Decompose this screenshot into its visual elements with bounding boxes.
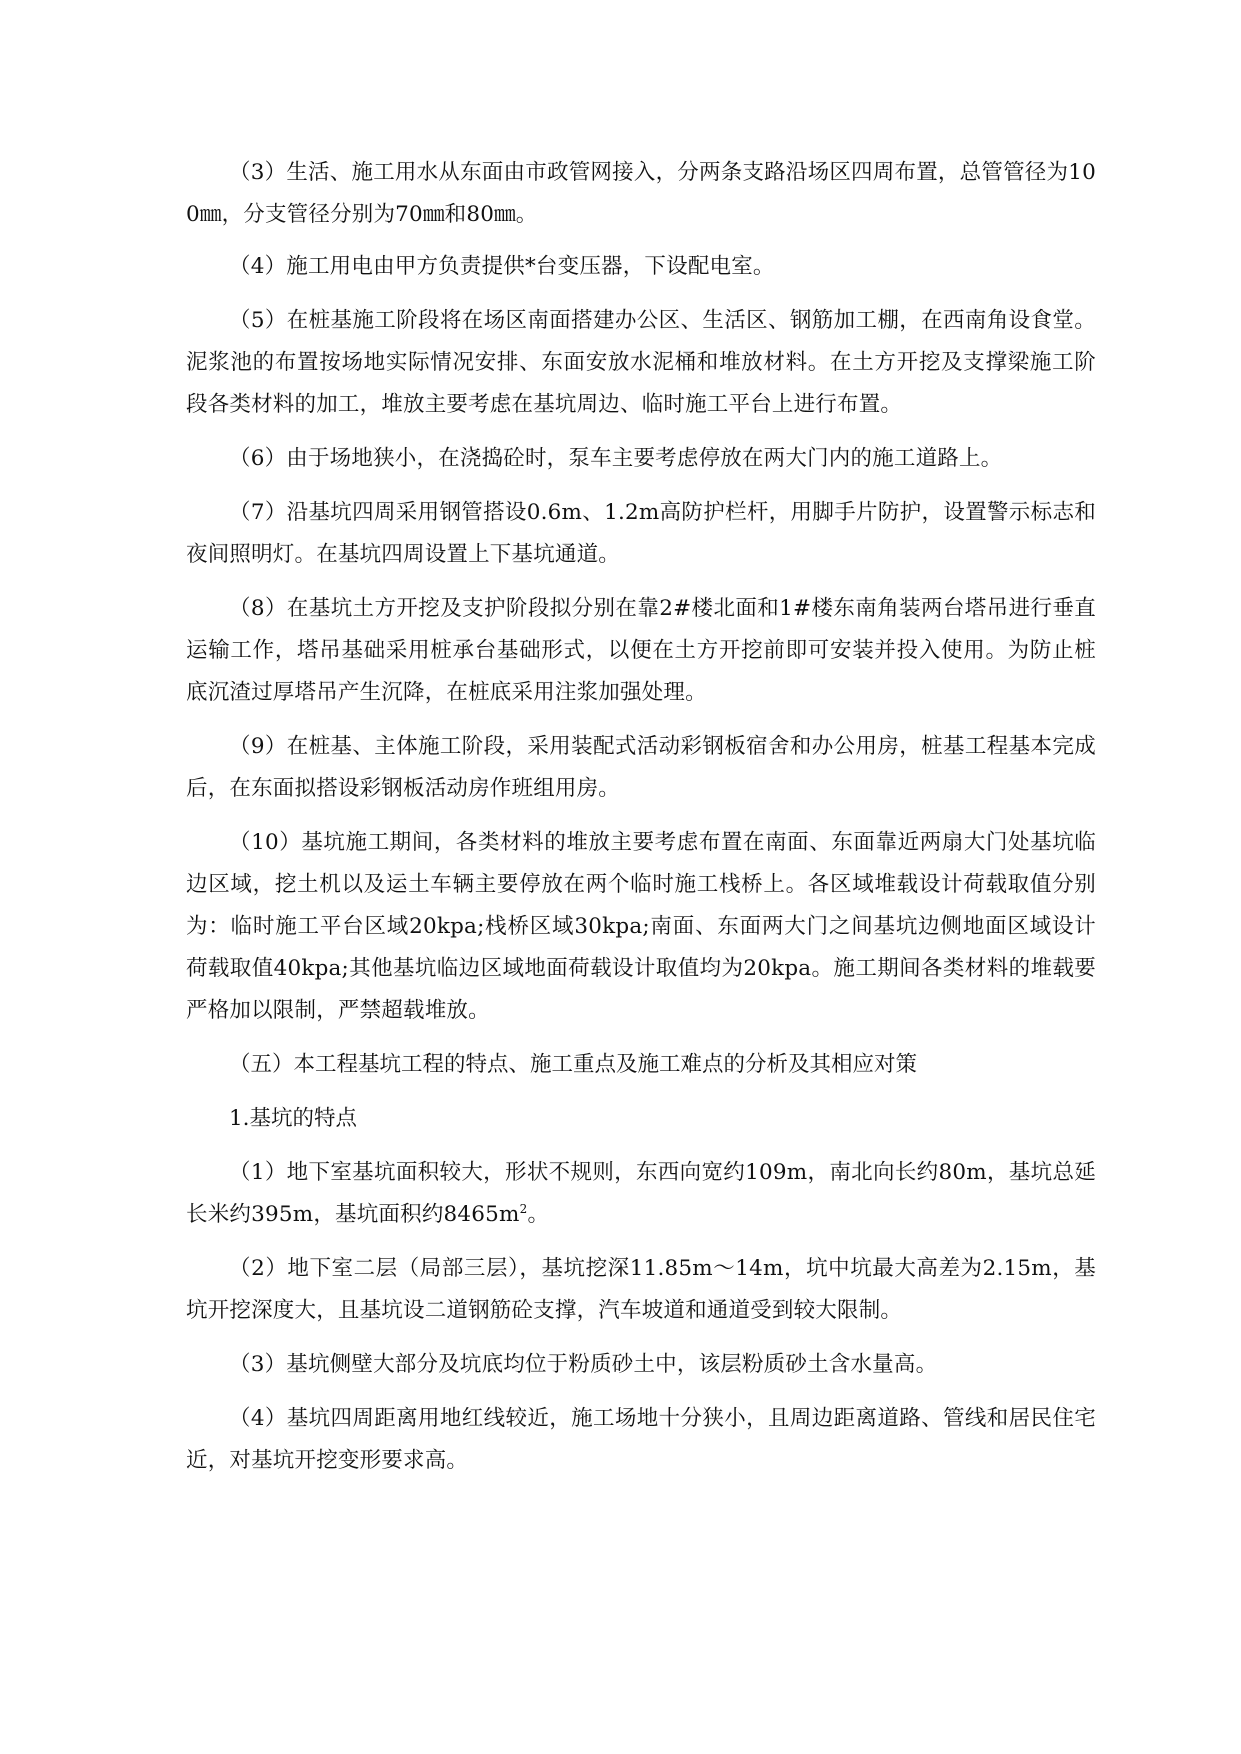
feature-area-end: 。: [527, 1202, 550, 1227]
section-heading: （五）本工程基坑工程的特点、施工重点及施工难点的分析及其相应对策: [229, 1052, 918, 1077]
area-unit-superscript: 2: [519, 1201, 528, 1216]
paragraph-tower-crane: （8）在基坑土方开挖及支护阶段拟分别在靠2#楼北面和1#楼东南角装两台塔吊进行垂直运输工作，塔吊基础采用桩承台基础形式，以便在土方开挖前即可安装并投入使用。为防止桩底沉渣过厚塔吊产生沉降，在桩底采用注浆加强处理。: [186, 596, 1096, 705]
paragraph-water-supply: （3）生活、施工用水从东面由市政管网接入，分两条支路沿场区四周布置，总管管径为100㎜，分支管径分别为70㎜和80㎜。: [186, 160, 1096, 227]
feature-depth: （2）地下室二层（局部三层），基坑挖深11.85m～14m，坑中坑最大高差为2.15m，基坑开挖深度大，且基坑设二道钢筋砼支撑，汽车坡道和通道受到较大限制。: [186, 1256, 1096, 1323]
paragraph-power-supply: （4）施工用电由甲方负责提供*台变压器，下设配电室。: [229, 254, 775, 279]
feature-surroundings: （4）基坑四周距离用地红线较近，施工场地十分狭小，且周边距离道路、管线和居民住宅近，对基坑开挖变形要求高。: [186, 1406, 1096, 1473]
paragraph-guardrail: （7）沿基坑四周采用钢管搭设0.6m、1.2m高防护栏杆，用脚手片防护，设置警示标志和夜间照明灯。在基坑四周设置上下基坑通道。: [186, 500, 1096, 567]
paragraph-pump-truck: （6）由于场地狭小，在浇捣砼时，泵车主要考虑停放在两大门内的施工道路上。: [229, 446, 1003, 471]
paragraph-material-stacking: （10）基坑施工期间，各类材料的堆放主要考虑布置在南面、东面靠近两扇大门处基坑临边区域，挖土机以及运土车辆主要停放在两个临时施工栈桥上。各区域堆载设计荷载取值分别为：临时施工平台区域20kpa;栈桥区域30kpa;南面、东面两大门之间基坑边侧地面区域设计荷载取值40kpa;其他基坑临边区域地面荷载设计取值均为20kpa。施工期间各类材料的堆载要严格加以限制，严禁超载堆放。: [186, 830, 1096, 1023]
feature-area: [186, 1152, 1096, 1236]
paragraph-site-layout: （5）在桩基施工阶段将在场区南面搭建办公区、生活区、钢筋加工棚，在西南角设食堂。泥浆池的布置按场地实际情况安排、东面安放水泥桶和堆放材料。在土方开挖及支撑梁施工阶段各类材料的加工，堆放主要考虑在基坑周边、临时施工平台上进行布置。: [186, 308, 1096, 417]
paragraph-temporary-housing: （9）在桩基、主体施工阶段，采用装配式活动彩钢板宿舍和办公用房，桩基工程基本完成后，在东面拟搭设彩钢板活动房作班组用房。: [186, 734, 1096, 801]
feature-area-text: （1）地下室基坑面积较大，形状不规则，东西向宽约109m，南北向长约80m，基坑总延长米约395m，基坑面积约8465m: [186, 1160, 1096, 1227]
feature-soil: （3）基坑侧壁大部分及坑底均位于粉质砂土中，该层粉质砂土含水量高。: [229, 1352, 938, 1377]
document-body: [186, 152, 1096, 1494]
sub-heading: 1.基坑的特点: [229, 1106, 358, 1131]
